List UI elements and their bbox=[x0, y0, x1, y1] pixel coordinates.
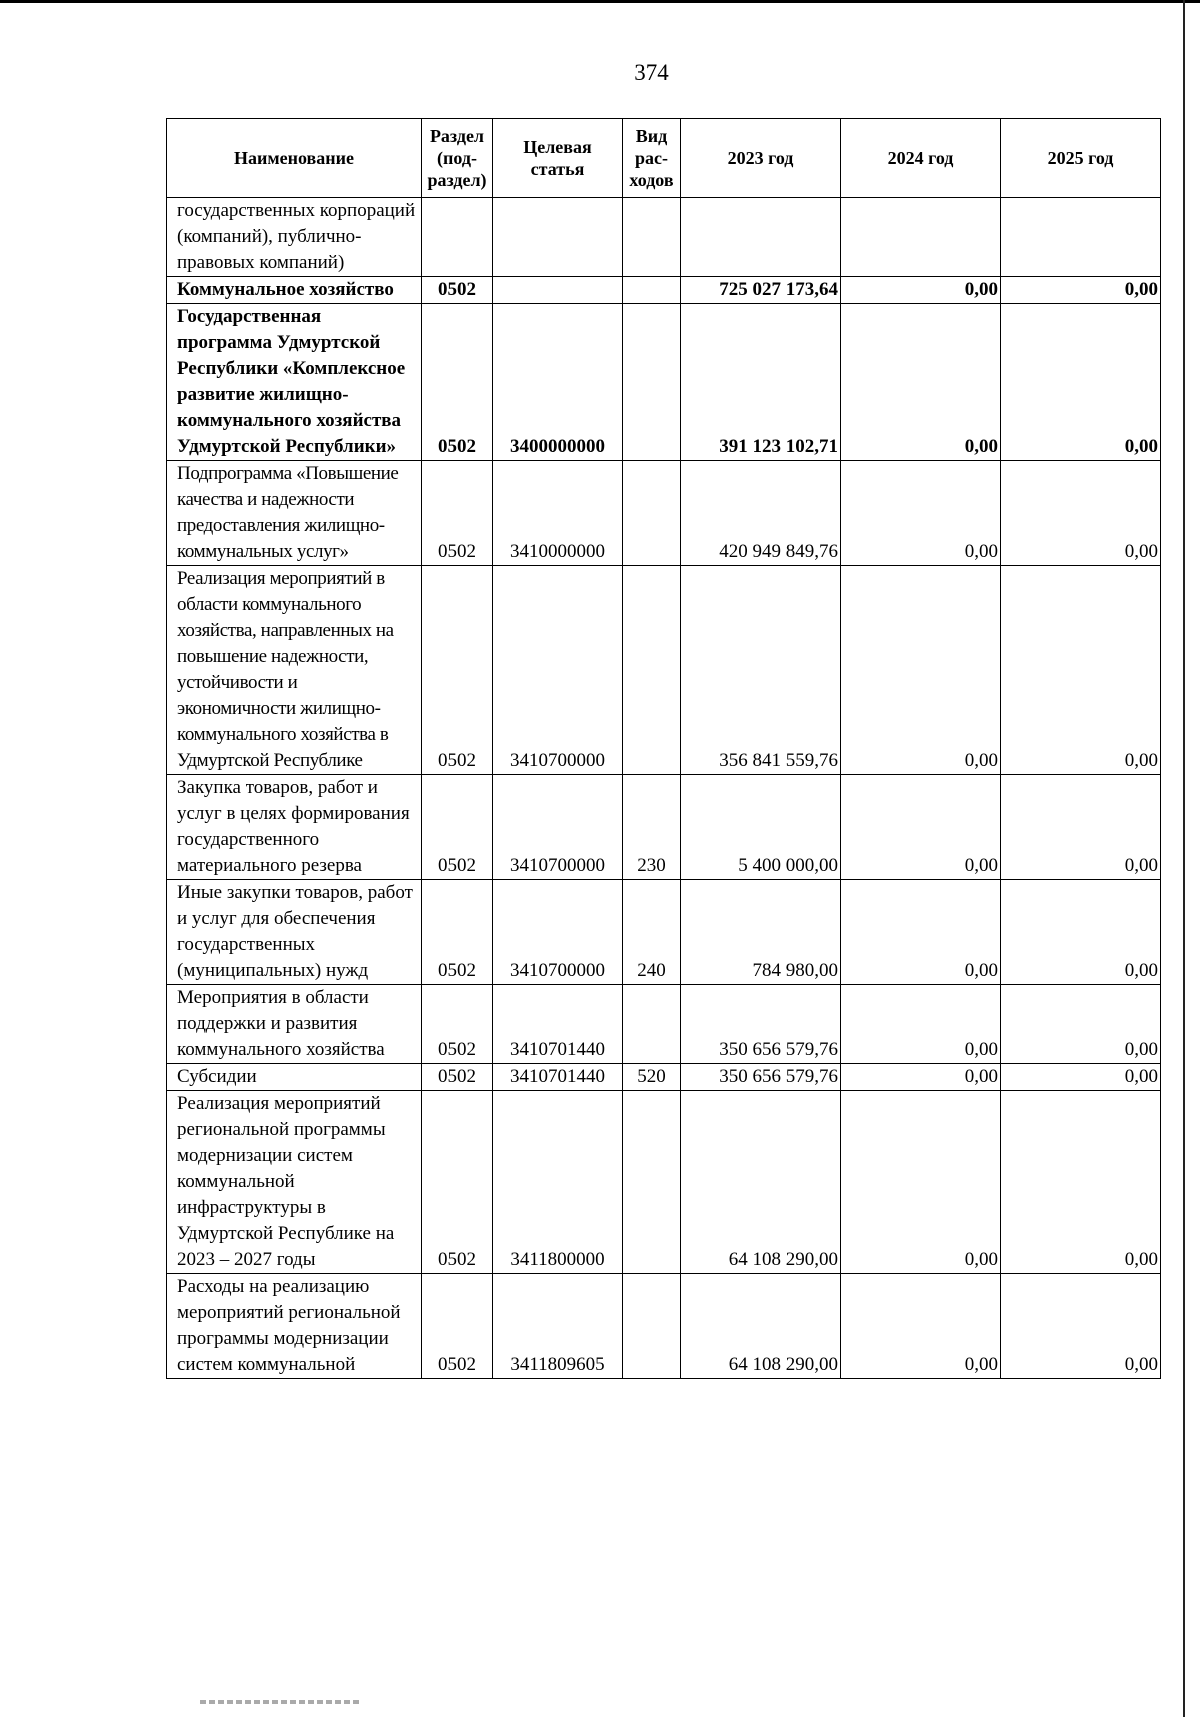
table-row bbox=[167, 304, 1161, 461]
table-row bbox=[167, 566, 1161, 775]
table-row bbox=[167, 1091, 1161, 1274]
row-target: 3410700000 bbox=[493, 566, 623, 775]
row-target bbox=[493, 277, 623, 304]
row-type bbox=[623, 985, 681, 1064]
row-2025: 0,00 bbox=[1001, 304, 1161, 461]
row-type bbox=[623, 277, 681, 304]
row-section: 0502 bbox=[422, 1064, 493, 1091]
row-target: 3410700000 bbox=[493, 880, 623, 985]
row-2024: 0,00 bbox=[841, 304, 1001, 461]
row-name: Иные закупки товаров, работ и услуг для обеспечения государственных (муниципальных) нужд bbox=[167, 880, 422, 985]
table-header-row bbox=[167, 119, 1161, 198]
row-2025: 0,00 bbox=[1001, 985, 1161, 1064]
row-name: Мероприятия в области поддержки и развития коммунального хозяйства bbox=[167, 985, 422, 1064]
header-name: Наименование bbox=[167, 119, 422, 198]
header-2023: 2023 год bbox=[681, 119, 841, 198]
row-2024: 0,00 bbox=[841, 461, 1001, 566]
row-2025: 0,00 bbox=[1001, 566, 1161, 775]
row-2023: 725 027 173,64 bbox=[681, 277, 841, 304]
row-2023: 420 949 849,76 bbox=[681, 461, 841, 566]
row-2025: 0,00 bbox=[1001, 880, 1161, 985]
row-target: 3410701440 bbox=[493, 1064, 623, 1091]
row-2023: 5 400 000,00 bbox=[681, 775, 841, 880]
row-section: 0502 bbox=[422, 566, 493, 775]
row-target: 3411809605 bbox=[493, 1274, 623, 1379]
row-type bbox=[623, 1091, 681, 1274]
row-section: 0502 bbox=[422, 1091, 493, 1274]
row-2024: 0,00 bbox=[841, 277, 1001, 304]
table-row bbox=[167, 1274, 1161, 1379]
row-target: 3410000000 bbox=[493, 461, 623, 566]
row-2024: 0,00 bbox=[841, 1091, 1001, 1274]
row-2023: 350 656 579,76 bbox=[681, 985, 841, 1064]
table-row bbox=[167, 461, 1161, 566]
row-name: Реализация мероприятий в области коммунального хозяйства, направленных на повышение надежности, устойчивости и экономичности жилищно-коммунального хозяйства в Удмуртской Республике bbox=[167, 566, 422, 775]
row-2025: 0,00 bbox=[1001, 461, 1161, 566]
table-row bbox=[167, 1064, 1161, 1091]
row-target: 3400000000 bbox=[493, 304, 623, 461]
row-2024: 0,00 bbox=[841, 1274, 1001, 1379]
row-2025 bbox=[1001, 198, 1161, 277]
row-type: 230 bbox=[623, 775, 681, 880]
header-2025: 2025 год bbox=[1001, 119, 1161, 198]
row-2024 bbox=[841, 198, 1001, 277]
row-2025: 0,00 bbox=[1001, 277, 1161, 304]
row-2024: 0,00 bbox=[841, 566, 1001, 775]
row-section: 0502 bbox=[422, 461, 493, 566]
row-name: Государственная программа Удмуртской Республики «Комплексное развитие жилищно-коммунального хозяйства Удмуртской Республики» bbox=[167, 304, 422, 461]
row-2023: 64 108 290,00 bbox=[681, 1091, 841, 1274]
header-target: Целевая статья bbox=[493, 119, 623, 198]
row-target: 3410700000 bbox=[493, 775, 623, 880]
row-2024: 0,00 bbox=[841, 1064, 1001, 1091]
budget-table bbox=[166, 118, 1161, 1379]
row-name: Подпрограмма «Повышение качества и надежности предоставления жилищно-коммунальных услуг» bbox=[167, 461, 422, 566]
row-section: 0502 bbox=[422, 985, 493, 1064]
row-type bbox=[623, 566, 681, 775]
table-row bbox=[167, 775, 1161, 880]
row-name: государственных корпораций (компаний), публично-правовых компаний) bbox=[167, 198, 422, 277]
row-type bbox=[623, 198, 681, 277]
row-target: 3410701440 bbox=[493, 985, 623, 1064]
table-row bbox=[167, 198, 1161, 277]
row-2024: 0,00 bbox=[841, 985, 1001, 1064]
table-row bbox=[167, 277, 1161, 304]
row-name: Реализация мероприятий региональной программы модернизации систем коммунальной инфраструктуры в Удмуртской Республике на 2023 – 2027 годы bbox=[167, 1091, 422, 1274]
page-number: 374 bbox=[634, 60, 669, 85]
row-2023: 784 980,00 bbox=[681, 880, 841, 985]
header-section: Раздел (под-раздел) bbox=[422, 119, 493, 198]
row-2025: 0,00 bbox=[1001, 1274, 1161, 1379]
row-2024: 0,00 bbox=[841, 775, 1001, 880]
header-type: Вид рас-ходов bbox=[623, 119, 681, 198]
table-row bbox=[167, 880, 1161, 985]
row-2025: 0,00 bbox=[1001, 1091, 1161, 1274]
row-2023: 350 656 579,76 bbox=[681, 1064, 841, 1091]
row-2024: 0,00 bbox=[841, 880, 1001, 985]
row-type bbox=[623, 461, 681, 566]
row-target: 3411800000 bbox=[493, 1091, 623, 1274]
row-section: 0502 bbox=[422, 880, 493, 985]
row-2025: 0,00 bbox=[1001, 1064, 1161, 1091]
row-2023: 64 108 290,00 bbox=[681, 1274, 841, 1379]
row-2023: 391 123 102,71 bbox=[681, 304, 841, 461]
row-section: 0502 bbox=[422, 1274, 493, 1379]
row-type bbox=[623, 304, 681, 461]
page-top-border bbox=[0, 0, 1200, 3]
row-section: 0502 bbox=[422, 277, 493, 304]
row-2023: 356 841 559,76 bbox=[681, 566, 841, 775]
page-right-border bbox=[1183, 0, 1185, 1717]
row-type bbox=[623, 1274, 681, 1379]
row-section bbox=[422, 198, 493, 277]
row-name: Расходы на реализацию мероприятий региональной программы модернизации систем коммунальной bbox=[167, 1274, 422, 1379]
scan-artifact-mark bbox=[200, 1700, 360, 1704]
row-2023 bbox=[681, 198, 841, 277]
row-section: 0502 bbox=[422, 304, 493, 461]
header-2024: 2024 год bbox=[841, 119, 1001, 198]
row-name: Закупка товаров, работ и услуг в целях формирования государственного материального резерва bbox=[167, 775, 422, 880]
table-row bbox=[167, 985, 1161, 1064]
row-type: 240 bbox=[623, 880, 681, 985]
row-target bbox=[493, 198, 623, 277]
row-type: 520 bbox=[623, 1064, 681, 1091]
row-section: 0502 bbox=[422, 775, 493, 880]
row-2025: 0,00 bbox=[1001, 775, 1161, 880]
row-name: Коммунальное хозяйство bbox=[167, 277, 422, 304]
row-name: Субсидии bbox=[167, 1064, 422, 1091]
